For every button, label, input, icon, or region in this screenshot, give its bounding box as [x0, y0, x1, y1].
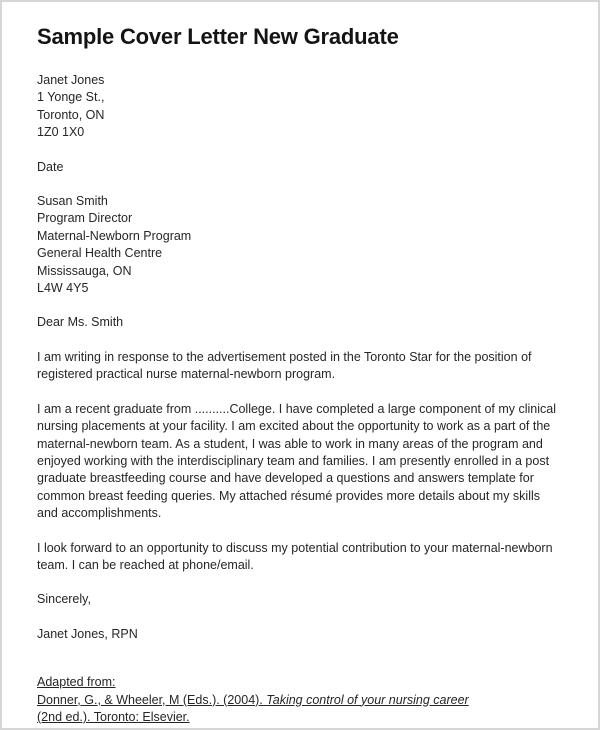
recipient-job-title: Program Director — [37, 211, 133, 226]
page-title: Sample Cover Letter New Graduate — [37, 24, 399, 49]
reference-citation-book-title: Taking control of your nursing career — [266, 692, 469, 707]
reference-section — [37, 674, 562, 726]
sender-street: 1 Yonge St., — [37, 90, 105, 105]
reference-citation-edition: (2nd ed.). Toronto: Elsevier. — [37, 709, 190, 724]
recipient-address — [37, 193, 562, 297]
recipient-postal-code: L4W 4Y5 — [37, 281, 89, 296]
date-line: Date — [37, 159, 64, 174]
paragraph-qualifications: I am a recent graduate from ..........College. I have completed a large component of my clinical nursing placements at your facility. I am excited about the opportunity to work as a part of the maternal-newborn team. As a student, I was able to work in many areas of the program and enjoyed working with the interdisciplinary team and families. I am presently enrolled in a post graduate breastfeeding course and have developed a questions and answers template for common breast feeding queries. My attached résumé provides more details about my skills and accomplishments. — [37, 401, 557, 521]
paragraph-opening: I am writing in response to the advertisement posted in the Toronto Star for the position of registered practical nurse maternal-newborn program. — [37, 349, 532, 382]
sender-postal-code: 1Z0 1X0 — [37, 125, 85, 140]
reference-citation-line — [37, 692, 562, 709]
paragraph-closing: I look forward to an opportunity to discuss my potential contribution to your maternal-newborn team. I can be reached at phone/email. — [37, 540, 553, 572]
closing: Sincerely, — [37, 592, 91, 607]
recipient-organization: General Health Centre — [37, 246, 163, 261]
sender-address — [37, 72, 562, 142]
sender-name: Janet Jones — [37, 73, 105, 87]
recipient-program: Maternal-Newborn Program — [37, 228, 192, 243]
sender-city: Toronto, ON — [37, 107, 105, 122]
reference-citation-authors: Donner, G., & Wheeler, M (Eds.). (2004). — [37, 692, 267, 707]
recipient-name: Susan Smith — [37, 194, 108, 209]
reference-heading: Adapted from: — [37, 675, 116, 690]
salutation: Dear Ms. Smith — [37, 315, 124, 330]
signature: Janet Jones, RPN — [37, 626, 138, 641]
recipient-city: Mississauga, ON — [37, 263, 132, 278]
